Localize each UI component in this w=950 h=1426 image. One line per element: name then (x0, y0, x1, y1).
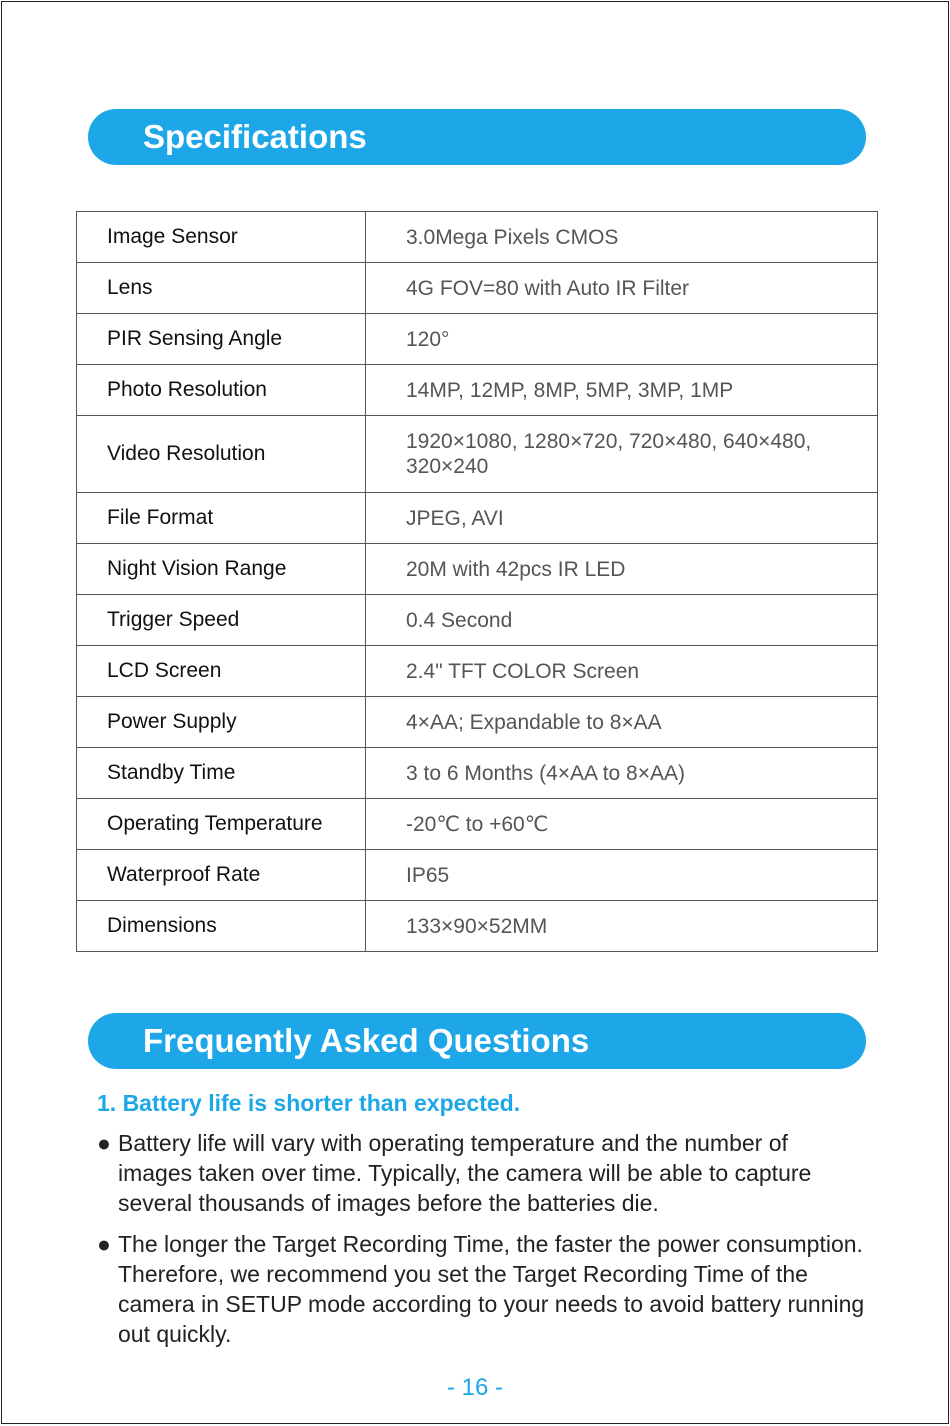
faq-title: Frequently Asked Questions (143, 1022, 590, 1059)
table-row (77, 416, 878, 493)
spec-label: PIR Sensing Angle (77, 314, 366, 365)
spec-label: Night Vision Range (77, 544, 366, 595)
faq-answer-item (97, 1229, 867, 1349)
faq-answer-text: Battery life will vary with operating temperature and the number of images taken over time. Typically, the camera will be able to capture several thousands of images before the batteries die. (118, 1130, 812, 1216)
table-row (77, 646, 878, 697)
spec-label: Trigger Speed (77, 595, 366, 646)
table-row (77, 212, 878, 263)
spec-value: 133×90×52MM (366, 901, 878, 952)
spec-value: 14MP, 12MP, 8MP, 5MP, 3MP, 1MP (366, 365, 878, 416)
spec-value: 120° (366, 314, 878, 365)
table-row (77, 748, 878, 799)
spec-label: Image Sensor (77, 212, 366, 263)
spec-label: Photo Resolution (77, 365, 366, 416)
table-row (77, 697, 878, 748)
table-row (77, 799, 878, 850)
spec-label: LCD Screen (77, 646, 366, 697)
spec-value: 4G FOV=80 with Auto IR Filter (366, 263, 878, 314)
spec-value: 1920×1080, 1280×720, 720×480, 640×480, 320×240 (366, 416, 878, 493)
spec-label: Video Resolution (77, 416, 366, 493)
spec-value: -20℃ to +60℃ (366, 799, 878, 850)
table-row (77, 314, 878, 365)
spec-value: 4×AA; Expandable to 8×AA (366, 697, 878, 748)
spec-label: Lens (77, 263, 366, 314)
spec-label: Operating Temperature (77, 799, 366, 850)
bullet-icon: ● (97, 1231, 111, 1257)
table-row (77, 850, 878, 901)
faq-answer-item (97, 1128, 867, 1218)
spec-label: Waterproof Rate (77, 850, 366, 901)
specifications-banner (88, 109, 866, 165)
table-row (77, 901, 878, 952)
faq-answer-text: The longer the Target Recording Time, the faster the power consumption. Therefore, we recommend you set the Target Recording Time of the camera in SETUP mode according to your needs to avoid battery running out quickly. (118, 1231, 865, 1347)
spec-label: Standby Time (77, 748, 366, 799)
spec-label: Power Supply (77, 697, 366, 748)
spec-label: File Format (77, 493, 366, 544)
table-row (77, 365, 878, 416)
bullet-icon: ● (97, 1130, 111, 1156)
specifications-table (76, 211, 878, 952)
spec-label: Dimensions (77, 901, 366, 952)
faq-banner (88, 1013, 866, 1069)
spec-value: 20M with 42pcs IR LED (366, 544, 878, 595)
page-number: - 16 - (446, 1374, 503, 1401)
spec-value: IP65 (366, 850, 878, 901)
spec-value: 0.4 Second (366, 595, 878, 646)
spec-value: 2.4" TFT COLOR Screen (366, 646, 878, 697)
table-row (77, 544, 878, 595)
spec-value: 3 to 6 Months (4×AA to 8×AA) (366, 748, 878, 799)
manual-page (1, 1, 949, 1424)
table-row (77, 595, 878, 646)
specifications-title: Specifications (143, 118, 367, 155)
spec-value: JPEG, AVI (366, 493, 878, 544)
spec-value: 3.0Mega Pixels CMOS (366, 212, 878, 263)
table-row (77, 493, 878, 544)
faq-question: 1. Battery life is shorter than expected. (97, 1090, 521, 1116)
table-row (77, 263, 878, 314)
